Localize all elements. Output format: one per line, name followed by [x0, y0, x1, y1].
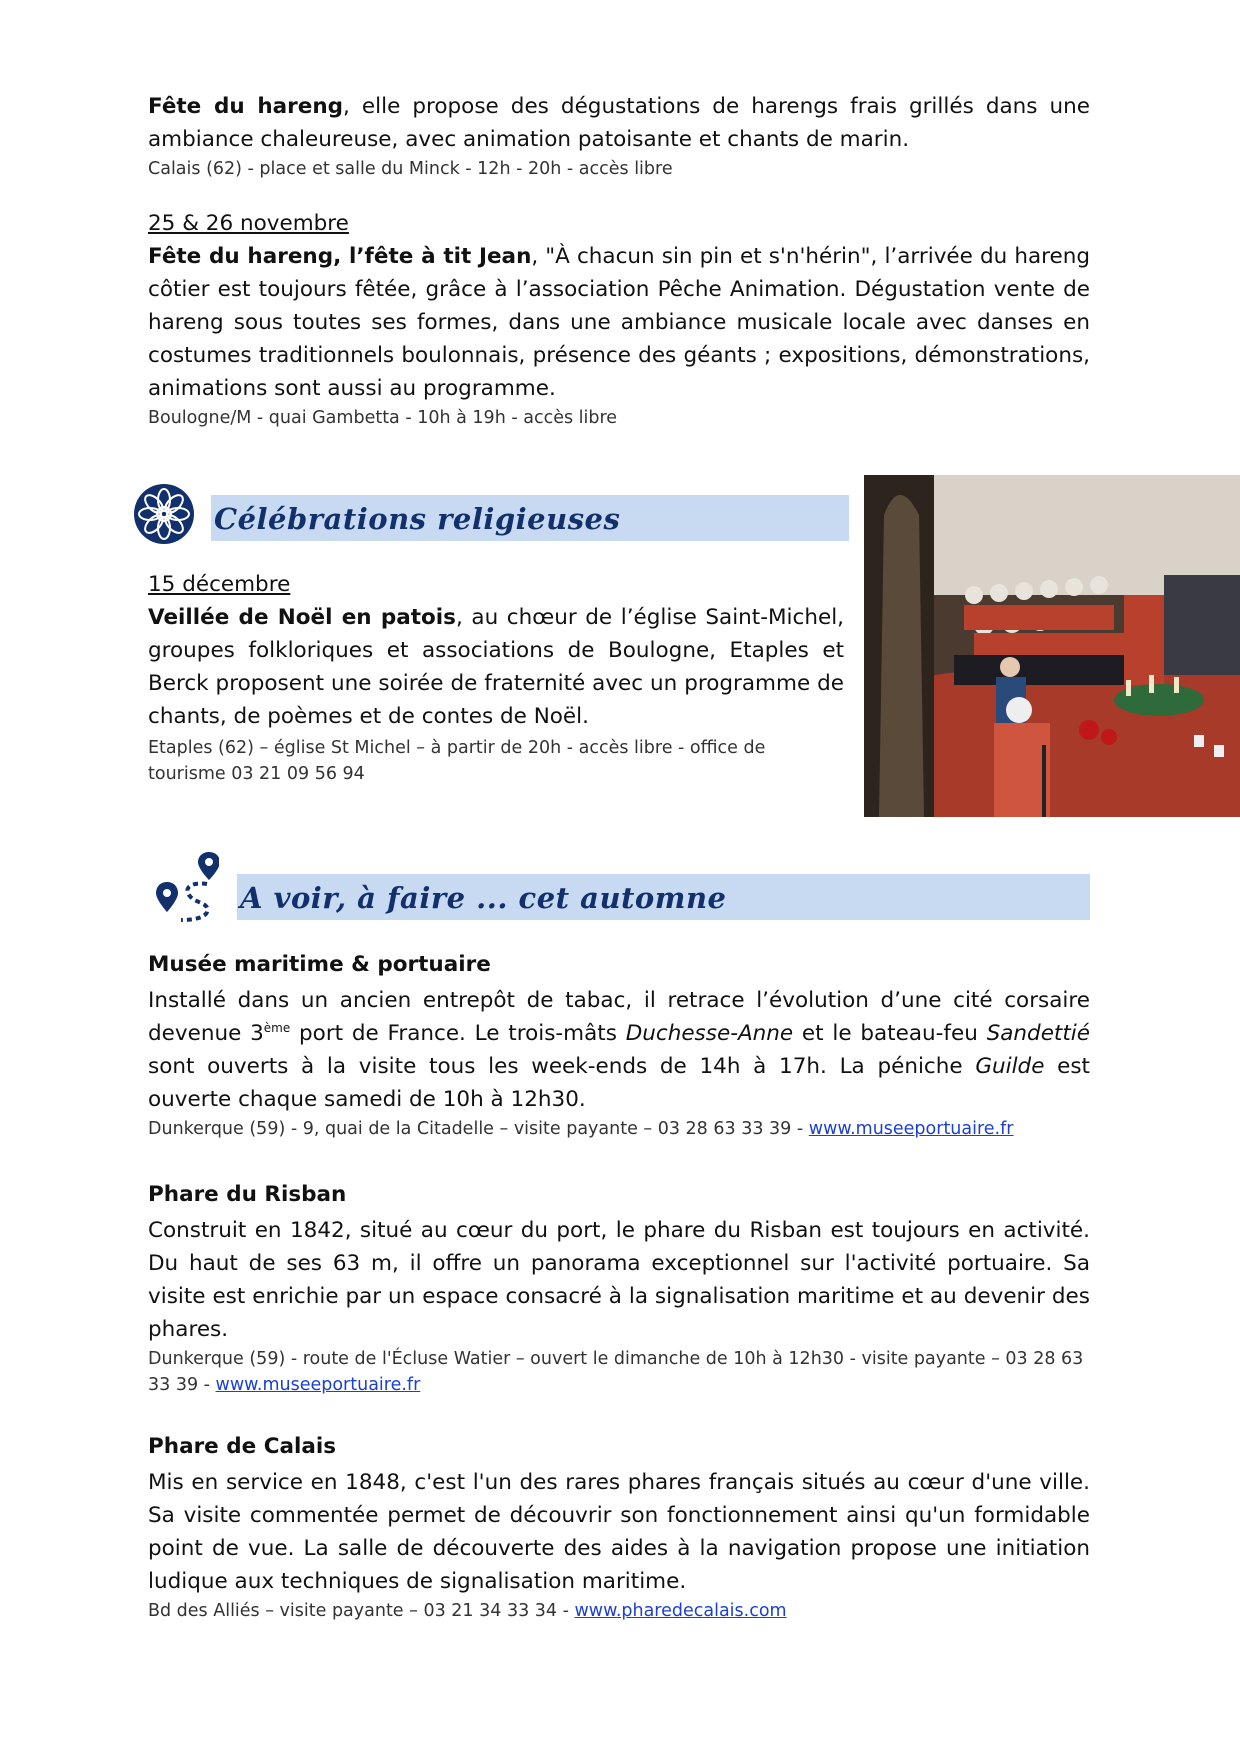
- place-info: [148, 1598, 1090, 1624]
- event-info: Boulogne/M - quai Gambetta - 10h à 19h - accès libre: [148, 408, 618, 428]
- info-text: Dunkerque (59) - route de l'Écluse Watier – ouvert le dimanche de 10h à 12h30 - visite payante – 03 28 63 33 39 -: [148, 1349, 1084, 1395]
- place-title: Phare de Calais: [148, 1434, 337, 1459]
- event-text: , elle propose des dégustations de harengs frais grillés dans une ambiance chaleureuse, avec animation patoisante et chants de marin.: [148, 94, 1090, 152]
- place-title: Phare du Risban: [148, 1182, 347, 1207]
- website-link[interactable]: www.museeportuaire.fr: [808, 1119, 1014, 1139]
- section-title-a-voir: A voir, à faire ... cet automne: [240, 881, 727, 915]
- event-fete-hareng-boulogne: [148, 209, 1090, 431]
- event-title: Fête du hareng: [148, 94, 344, 119]
- ship-name: Duchesse-Anne: [625, 1021, 794, 1046]
- event-date: 15 décembre: [148, 572, 291, 597]
- text: Installé dans un ancien entrepôt de tabac, il retrace l’évolution d’une cité corsaire devenue 3: [148, 988, 1090, 1046]
- event-title: Fête du hareng, l’fête à tit Jean: [148, 244, 532, 269]
- event-text: , "À chacun sin pin et s'n'hérin", l’arrivée du hareng côtier est toujours fêtée, grâce à l’association Pêche Animation. Dégustation vente de hareng sous toutes ses formes, dans une ambiance musicale locale avec danses en costumes traditionnels boulonnais, présence des géants ; expositions, démonstrations, animations sont aussi au programme.: [148, 244, 1090, 401]
- event-veillee-noel: [148, 570, 844, 787]
- event-fete-hareng-calais: [148, 90, 1090, 182]
- info-text: Bd des Alliés – visite payante – 03 21 34 33 34 -: [148, 1601, 575, 1621]
- text: est ouverte chaque samedi de 10h à 12h30.: [148, 1054, 1090, 1112]
- superscript: ème: [263, 1020, 291, 1035]
- mandala-flower-icon: [132, 482, 196, 546]
- text: port de France. Le trois-mâts: [290, 1021, 626, 1046]
- place-description: Mis en service en 1848, c'est l'un des rares phares français situés au cœur d'une ville. Sa visite commentée permet de découvrir son fonctionnement ainsi qu'un formidable point de vue. La salle de découverte des aides à la navigation propose une initiation ludique aux techniques de signalisation maritime.: [148, 1470, 1090, 1594]
- place-phare-calais: [148, 1432, 1090, 1624]
- text: et le bateau-feu: [793, 1021, 987, 1046]
- place-phare-risban: [148, 1180, 1090, 1398]
- website-link[interactable]: www.museeportuaire.fr: [215, 1375, 421, 1395]
- event-description: [148, 601, 844, 733]
- church-choir-photo: [864, 475, 1240, 817]
- event-description: [148, 240, 1090, 405]
- place-description: Construit en 1842, situé au cœur du port, le phare du Risban est toujours en activité. Du haut de ses 63 m, il offre un panorama exceptionnel sur l'activité portuaire. Sa visite est enrichie par un espace consacré à la signalisation maritime et au devenir des phares.: [148, 1218, 1090, 1342]
- event-title: Veillée de Noël en patois: [148, 605, 456, 630]
- event-date: 25 & 26 novembre: [148, 211, 349, 236]
- info-text: Dunkerque (59) - 9, quai de la Citadelle – visite payante – 03 28 63 33 39 -: [148, 1119, 809, 1139]
- event-info: Calais (62) - place et salle du Minck - 12h - 20h - accès libre: [148, 159, 673, 179]
- place-title: Musée maritime & portuaire: [148, 952, 491, 977]
- route-pin-icon: [155, 850, 219, 924]
- place-info: [148, 1346, 1090, 1398]
- event-info: Etaples (62) – église St Michel – à partir de 20h - accès libre - office de tourisme 03 21 09 56 94: [148, 738, 766, 784]
- place-musee-maritime: [148, 950, 1090, 1142]
- event-text: , au chœur de l’église Saint-Michel, groupes folkloriques et associations de Boulogne, Etaples et Berck proposent une soirée de fraternité avec un programme de chants, de poèmes et de contes de Noël.: [148, 605, 844, 729]
- place-description: [148, 984, 1090, 1116]
- event-description: [148, 90, 1090, 156]
- text: sont ouverts à la visite tous les week-ends de 14h à 17h. La péniche: [148, 1054, 976, 1079]
- place-info: [148, 1116, 1090, 1142]
- section-title-celebrations: Célébrations religieuses: [214, 502, 621, 536]
- website-link[interactable]: www.pharedecalais.com: [574, 1601, 787, 1621]
- ship-name: Sandettié: [986, 1021, 1090, 1046]
- ship-name: Guilde: [975, 1054, 1045, 1079]
